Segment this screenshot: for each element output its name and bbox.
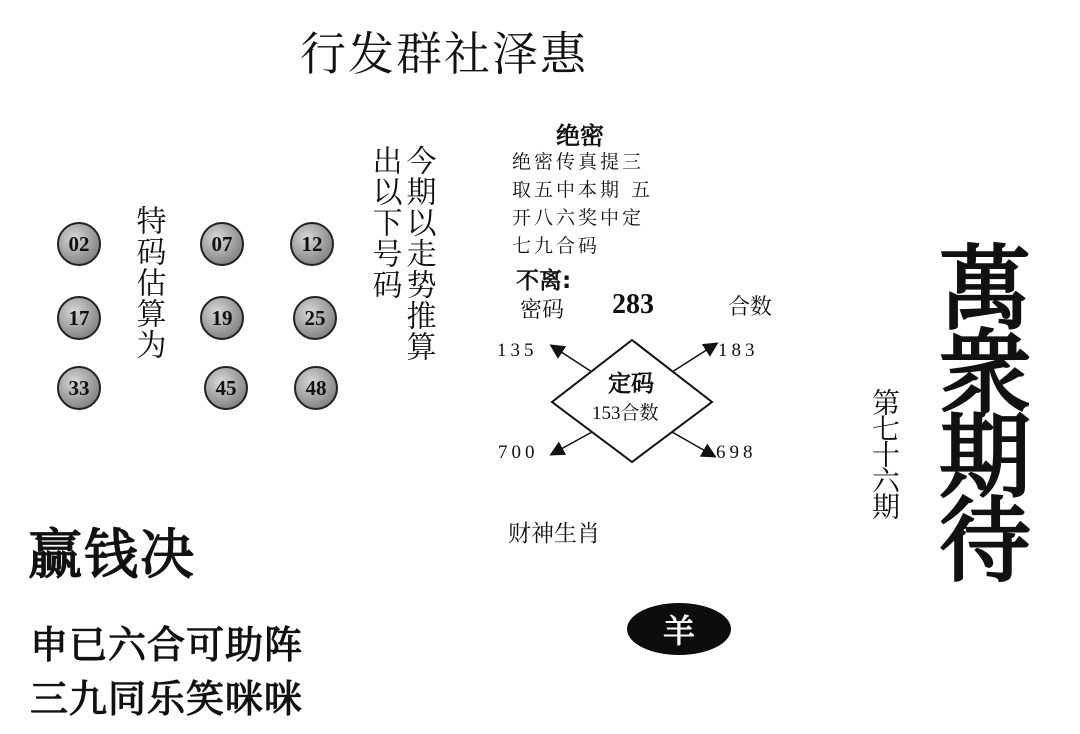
dingma-label: 定码 xyxy=(608,371,654,397)
secret-title: 绝密 xyxy=(556,122,604,150)
corner-number-top-left: 135 xyxy=(497,340,538,361)
page-title: 行发群社泽惠 xyxy=(300,27,588,81)
arrow-top-left xyxy=(552,346,592,372)
forecast-column-left: 出以下号码 xyxy=(366,145,402,300)
arrow-top-right xyxy=(672,344,716,372)
mima-label: 密码 xyxy=(520,298,565,323)
number-ball: 25 xyxy=(293,296,337,340)
number-ball: 17 xyxy=(57,296,101,340)
secret-line: 开八六奖中定 xyxy=(512,207,645,229)
corner-number-bottom-right: 698 xyxy=(716,442,757,463)
heshu-label: 合数 xyxy=(728,295,773,320)
mima-value: 283 xyxy=(612,289,654,320)
number-ball: 33 xyxy=(57,366,101,410)
corner-number-bottom-left: 700 xyxy=(498,442,539,463)
buli-label: 不离: xyxy=(516,268,572,294)
forecast-column-right: 今期以走势推算 xyxy=(400,145,436,362)
number-ball: 12 xyxy=(290,222,334,266)
win-title: 赢钱决 xyxy=(28,522,196,586)
dingma-value: 153合数 xyxy=(592,403,659,424)
secret-line: 七九合码 xyxy=(512,235,601,257)
number-ball: 48 xyxy=(294,366,338,410)
number-ball: 07 xyxy=(200,222,244,266)
secret-line: 绝密传真提三 xyxy=(512,151,645,173)
secret-line: 取五中本期 五 xyxy=(512,179,654,201)
arrow-bottom-right xyxy=(672,432,714,456)
number-ball: 02 xyxy=(57,222,101,266)
big-vertical-title: 萬衆期待 xyxy=(924,240,1032,576)
corner-number-top-right: 183 xyxy=(718,340,759,361)
poem-line: 三九同乐笑咪咪 xyxy=(30,677,304,721)
special-code-label: 特码估算为 xyxy=(130,205,166,360)
zodiac-badge: 羊 xyxy=(627,603,731,655)
zodiac-label: 财神生肖 xyxy=(508,521,600,547)
number-ball: 45 xyxy=(204,366,248,410)
issue-label: 第七十六期 xyxy=(868,388,901,518)
arrow-bottom-left xyxy=(552,432,592,454)
number-ball: 19 xyxy=(200,296,244,340)
poem-line: 申已六合可助阵 xyxy=(30,623,304,667)
